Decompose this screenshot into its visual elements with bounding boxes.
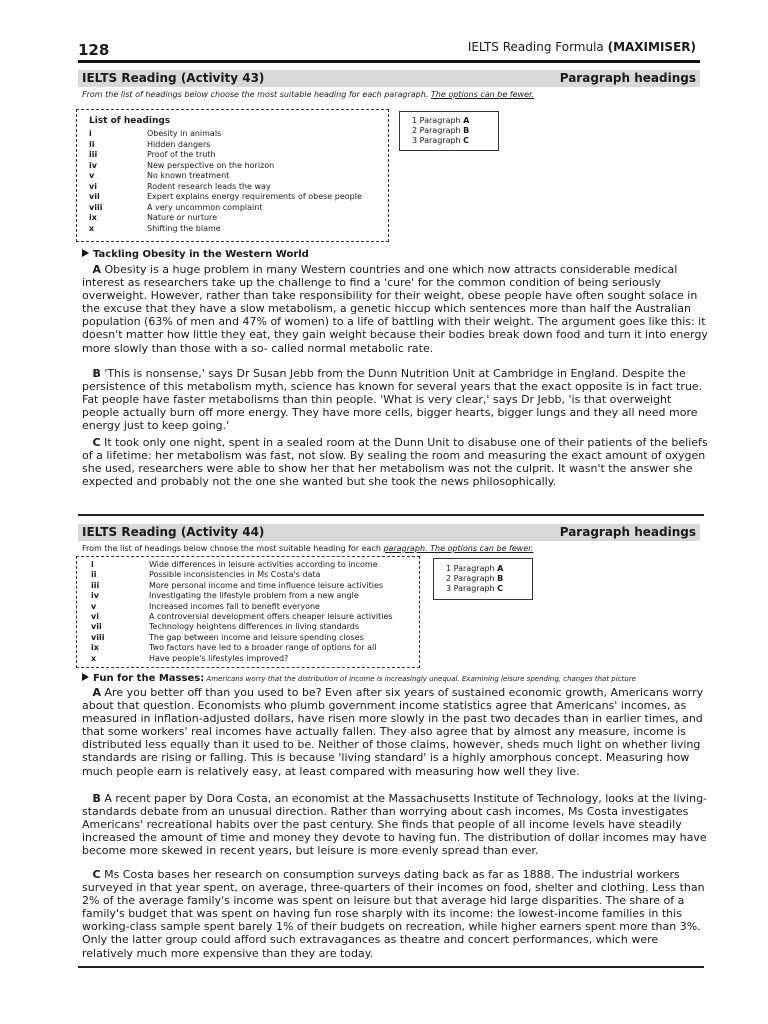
paragraph-text: It took only one night, spent in a sealed room at the Dunn Unit to disabuse one of their patients of the beliefs of a lifetime: her metabolism was fast, not slow. By sealing the room and measuring the exact amount of oxygen she used, researchers were able to show her that her metabolism was not the culprit. It wasn't the answer she expected and probably not the one she wanted but she took the news philosophically. — [82, 436, 708, 489]
instruction-note: paragraph. The options can be fewer. — [383, 544, 534, 553]
section-divider — [78, 966, 704, 968]
answer-letter: B — [497, 574, 504, 583]
answer-letter: C — [463, 136, 470, 145]
heading-number: vii — [91, 622, 102, 632]
heading-text: Obesity in animals — [147, 129, 222, 138]
triangle-bullet-icon — [82, 249, 89, 257]
answer-number: 1 — [446, 564, 452, 573]
heading-text: New perspective on the horizon — [147, 160, 275, 170]
heading-text: The gap between income and leisure spending closes — [149, 632, 364, 642]
header-rule — [78, 60, 700, 63]
answer-number: 1 — [412, 116, 418, 125]
answer-number: 3 — [446, 584, 452, 593]
heading-text: Nature or nurture — [147, 213, 218, 222]
answer-row — [412, 136, 469, 145]
heading-text: Two factors have led to a broader range of options for all — [149, 643, 377, 653]
passage-44-title — [82, 673, 636, 684]
paragraph-text: Obesity is a huge problem in many Western countries and one which now attracts considerable medical interest as researchers take up the challenge to find a 'cure' for the common condition of being seriously overweight. However, rather than take responsibility for their weight, obese people have often sought solace in the excuse that they have a slow metabolism, a genetic hiccup which sentences more than half the Australian population (63% of men and 47% of women) to a life of battling with their weight. The argument goes like this: it doesn't matter how little they eat, they gain weight because their bodies break down food and turn it into energy more slowly than those with a so- called normal metabolic rate. — [82, 263, 708, 355]
passage-43-title — [82, 249, 309, 260]
heading-text: A controversial development offers cheaper leisure activities — [149, 612, 393, 621]
answer-label: Paragraph — [453, 574, 495, 583]
heading-text: No known treatment — [147, 171, 230, 180]
heading-number: iv — [91, 591, 99, 601]
instruction-text: From the list of headings below choose the most suitable heading for each paragraph. — [82, 90, 431, 99]
heading-number: iv — [89, 160, 97, 170]
heading-text: Investigating the lifestyle problem from a new angle — [149, 591, 359, 601]
heading-text: Technology heightens differences in living standards — [149, 622, 360, 632]
activity-43-headings-box — [76, 109, 389, 242]
answer-letter: A — [463, 116, 470, 125]
activity-44-answer-box — [433, 558, 533, 600]
book-title-emphasis: (MAXIMISER) — [607, 40, 696, 54]
heading-text: Hidden dangers — [147, 139, 211, 149]
instruction-note: The options can be fewer. — [430, 90, 535, 99]
list-of-headings-title: List of headings — [89, 116, 171, 126]
heading-number: v — [91, 601, 97, 611]
activity-44-type: Paragraph headings — [559, 525, 696, 539]
heading-text: Wide differences in leisure activities according to income — [149, 560, 378, 569]
heading-number: x — [89, 223, 95, 233]
answer-letter: A — [497, 564, 504, 573]
book-title: IELTS Reading Formula — [467, 40, 608, 54]
answer-label: Paragraph — [419, 126, 461, 135]
triangle-bullet-icon — [82, 673, 89, 681]
heading-number: vi — [89, 181, 97, 191]
passage-paragraph — [82, 686, 708, 778]
heading-text: A very uncommon complaint — [147, 202, 263, 212]
heading-number: ii — [89, 139, 95, 149]
passage-title-text: Tackling Obesity in the Western World — [93, 249, 309, 260]
passage-paragraph — [82, 436, 708, 488]
passage-paragraph — [82, 367, 708, 432]
activity-43-answer-box — [399, 111, 499, 151]
paragraph-label: C — [92, 436, 101, 449]
passage-title-text: Fun for the Masses: — [93, 673, 205, 684]
heading-number: vi — [91, 612, 99, 621]
answer-label: Paragraph — [453, 584, 495, 593]
passage-subtitle: Americans worry that the distribution of income is increasingly unequal. Examining leisure spending, changes that picture — [204, 675, 636, 683]
passage-paragraph — [82, 868, 708, 960]
activity-44-banner — [78, 524, 700, 541]
answer-letter: C — [497, 584, 504, 593]
heading-number: ix — [89, 213, 97, 222]
heading-number: i — [89, 129, 92, 138]
activity-43-instruction — [82, 90, 534, 99]
answer-row — [412, 126, 469, 135]
answer-number: 3 — [412, 136, 418, 145]
running-header — [468, 40, 696, 54]
heading-number: iii — [91, 580, 100, 590]
activity-44-instruction — [82, 544, 533, 553]
heading-text: Have people's lifestyles improved? — [149, 653, 289, 663]
heading-text: Expert explains energy requirements of obese people — [147, 192, 362, 201]
answer-label: Paragraph — [419, 136, 461, 145]
section-divider — [78, 514, 704, 516]
answer-letter: B — [463, 126, 470, 135]
heading-number: viii — [89, 202, 103, 212]
activity-43-type: Paragraph headings — [559, 71, 696, 85]
paragraph-label: A — [92, 686, 102, 699]
activity-43-title: IELTS Reading (Activity 43) — [82, 71, 265, 85]
paragraph-label: B — [92, 792, 101, 805]
heading-text: Possible inconsistencies in Ms Costa's data — [149, 570, 321, 580]
instruction-text: From the list of headings below choose the most suitable heading for each — [82, 544, 384, 553]
answer-number: 2 — [446, 574, 452, 583]
answer-row — [446, 584, 503, 593]
paragraph-text: Are you better off than you used to be? Even after six years of sustained economic growth, Americans worry about that question. Economists who plumb government income statistics agree that Americans' incomes, as measured in inflation-adjusted dollars, have risen more slowly in the past two decades than in earlier times, and that some workers' real incomes have actually fallen. They also agree that by almost any measure, income is distributed less equally than it used to be. Neither of those claims, however, sheds much light on whether living standards are rising or falling. This is because 'living standard' is a highly amorphous concept. Measuring how much people earn is relatively easy, at least compared with measuring how well they live. — [82, 686, 704, 778]
heading-number: ix — [91, 643, 99, 653]
answer-row — [412, 116, 469, 125]
paragraph-text: 'This is nonsense,' says Dr Susan Jebb from the Dunn Nutrition Unit at Cambridge in England. Despite the persistence of this metabolism myth, science has known for several years that the exact opposite is in fact true. Fat people have faster metabolisms than thin people. 'What is very clear,' says Dr Jebb, 'is that overweight people actually burn off more energy. They have more cells, bigger hearts, bigger lungs and they all need more energy just to keep going.' — [82, 367, 703, 433]
activity-44-title: IELTS Reading (Activity 44) — [82, 525, 265, 539]
answer-row — [446, 564, 503, 573]
paragraph-text: Ms Costa bases her research on consumption surveys dating back as far as 1888. The industrial workers surveyed in that year spent, on average, three-quarters of their incomes on food, shelter and clothing. Less than 2% of the average family's income was spent on leisure but that average hid large disparities. The share of a family's budget that was spent on having fun rose sharply with its income: the lowest-income families in this working-class sample spent barely 1% of their budgets on recreation, while higher earners spent more than 3%. Only the latter group could afford such extravagances as theatre and concert performances, which were relatively much more expensive than they are today. — [82, 868, 705, 960]
heading-number: viii — [91, 632, 105, 642]
paragraph-label: A — [92, 263, 102, 276]
answer-label: Paragraph — [419, 116, 461, 125]
passage-paragraph — [82, 792, 708, 857]
answer-number: 2 — [412, 126, 418, 135]
paragraph-label: C — [92, 868, 101, 881]
heading-number: vii — [89, 192, 100, 201]
heading-text: Increased incomes fail to benefit everyone — [149, 601, 320, 611]
heading-text: Proof of the truth — [147, 150, 216, 159]
heading-number: i — [91, 560, 94, 569]
answer-row — [446, 574, 503, 583]
heading-number: x — [91, 653, 97, 663]
heading-number: v — [89, 171, 95, 180]
page-number: 128 — [78, 41, 110, 59]
activity-43-banner — [78, 70, 700, 87]
heading-number: ii — [91, 570, 97, 580]
paragraph-label: B — [92, 367, 101, 380]
answer-label: Paragraph — [453, 564, 495, 573]
heading-text: More personal income and time influence leisure activities — [149, 580, 384, 590]
heading-text: Shifting the blame — [147, 223, 221, 233]
paragraph-text: A recent paper by Dora Costa, an economist at the Massachusetts Institute of Technology, looks at the living-standards debate from an unusual direction. Rather than worrying about cash incomes, Ms Costa investigates Americans' recreational habits over the past century. She finds that people of all income levels have steadily increased the amount of time and money they devote to having fun. The distribution of dollar incomes may have become more skewed in recent years, but leisure is more evenly spread than ever. — [82, 792, 708, 858]
passage-paragraph — [82, 263, 708, 355]
heading-text: Rodent research leads the way — [147, 181, 271, 191]
heading-number: iii — [89, 150, 98, 159]
activity-44-headings-box — [76, 556, 420, 668]
